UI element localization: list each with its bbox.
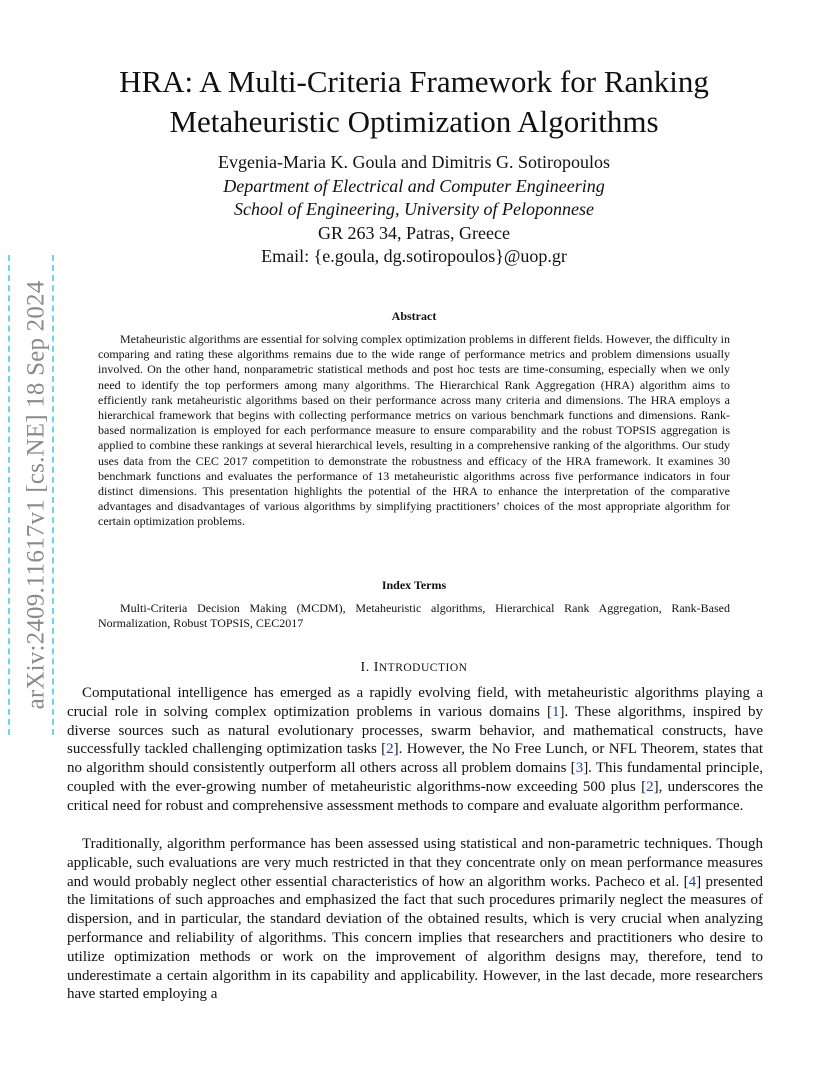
- p2-text-2: ] presented the limitations of such approaches and emphasized the fact that such procedures primarily neglect the measures of dispersion, and in particular, the standard deviation of the obtained results, which is very crucial when analyzing performance and reliability of algorithms. This concern implies that researchers and practitioners who desire to utilize optimization methods or work on the improvement of algorithm designs may, therefore, tend to underestimate a certain algorithm in its capability and applicability. However, in the last decade, more researchers have started employing a: [67, 873, 763, 1003]
- arxiv-identifier: arXiv:2409.11617v1 [cs.NE] 18 Sep 2024: [22, 280, 49, 710]
- intro-paragraph-1: [67, 684, 763, 816]
- section-number: I. I: [360, 660, 379, 675]
- citation-link[interactable]: 4: [688, 873, 697, 890]
- p2-text-1: Traditionally, algorithm performance has been assessed using statistical and non-parametric techniques. Though applicable, such evaluations are very much restricted in that they concentrate only on mean performance measures and would probably neglect other essential characteristics of how an algorithm works. Pacheco et al. [: [67, 836, 763, 890]
- citation-link[interactable]: 2: [386, 741, 394, 758]
- citation-link[interactable]: 3: [575, 760, 584, 777]
- intro-paragraph-2: [67, 835, 763, 1004]
- p1-text-3: ]. However, the No Free Lunch, or NFL Theorem, states that no algorithm should consistently outperform all others across all problem domains [: [67, 741, 763, 777]
- index-terms-text: Multi-Criteria Decision Making (MCDM), Metaheuristic algorithms, Hierarchical Rank Aggregation, Rank-Based Normalization, Robust TOPSIS, CEC2017: [98, 601, 730, 631]
- paper-title: [0, 62, 828, 142]
- p1-text-5: ], underscores the critical need for robust and comprehensive assessment methods to compare and evaluate algorithm performance.: [67, 778, 763, 814]
- abstract-heading: Abstract: [391, 309, 437, 323]
- citation-link[interactable]: 1: [551, 703, 560, 720]
- author-email: Email: {e.goula, dg.sotiropoulos}@uop.gr: [261, 246, 567, 266]
- section-heading-introduction: [0, 660, 828, 676]
- title-line-2: Metaheuristic Optimization Algorithms: [169, 104, 659, 139]
- p1-text-1: Computational intelligence has emerged as a rapidly evolving field, with metaheuristic algorithms playing a crucial role in solving complex optimization problems in various domains [: [67, 685, 763, 720]
- section-name: NTRODUCTION: [378, 662, 468, 674]
- p1-text-4: ]. This fundamental principle, coupled with the ever-growing number of metaheuristic algorithms-now exceeding 500 plus [: [67, 760, 763, 795]
- abstract-text: Metaheuristic algorithms are essential for solving complex optimization problems in different fields. However, the difficulty in comparing and rating these algorithms remains due to the wide range of performance metrics and problem dimensions usually involved. On the other hand, nonparametric statistical methods and post hoc tests are time-consuming, especially when we only need to identify the top performers among many algorithms. The Hierarchical Rank Aggregation (HRA) algorithm aims to efficiently rank metaheuristic algorithms based on their performance across many criteria and dimensions. The HRA employs a hierarchical framework that begins with collecting performance metrics on various benchmark functions and dimensions. Rank-based normalization is employed for each performance measure to ensure comparability and the robust TOPSIS aggregation is applied to combine these rankings at several hierarchical levels, resulting in a comprehensive ranking of the algorithms. Our study uses data from the CEC 2017 competition to demonstrate the robustness and efficacy of the HRA framework. It examines 30 benchmark functions and evaluates the performance of 13 metaheuristic algorithms across five performance indicators in four distinct dimensions. This presentation highlights the potential of the HRA to enhance the interpretation of the comparative advantages and disadvantages of various algorithms by simplifying practitioners’ choices of the most appropriate algorithm for certain optimization problems.: [98, 332, 730, 529]
- author-department: Department of Electrical and Computer Engineering: [223, 175, 605, 196]
- citation-link[interactable]: 2: [646, 778, 654, 795]
- title-line-1: HRA: A Multi-Criteria Framework for Ranking: [119, 64, 709, 99]
- index-terms-heading: Index Terms: [381, 578, 447, 592]
- author-school: School of Engineering, University of Peloponnese: [234, 199, 594, 219]
- author-block: [0, 151, 828, 269]
- author-address: GR 263 34, Patras, Greece: [318, 222, 510, 243]
- author-names: Evgenia-Maria K. Goula and Dimitris G. Sotiropoulos: [218, 152, 610, 172]
- p1-text-2: ]. These algorithms, inspired by diverse sources such as natural evolutionary processes, swarm behavior, and mathematical constructs, have successfully tackled challenging optimization tasks [: [67, 703, 763, 758]
